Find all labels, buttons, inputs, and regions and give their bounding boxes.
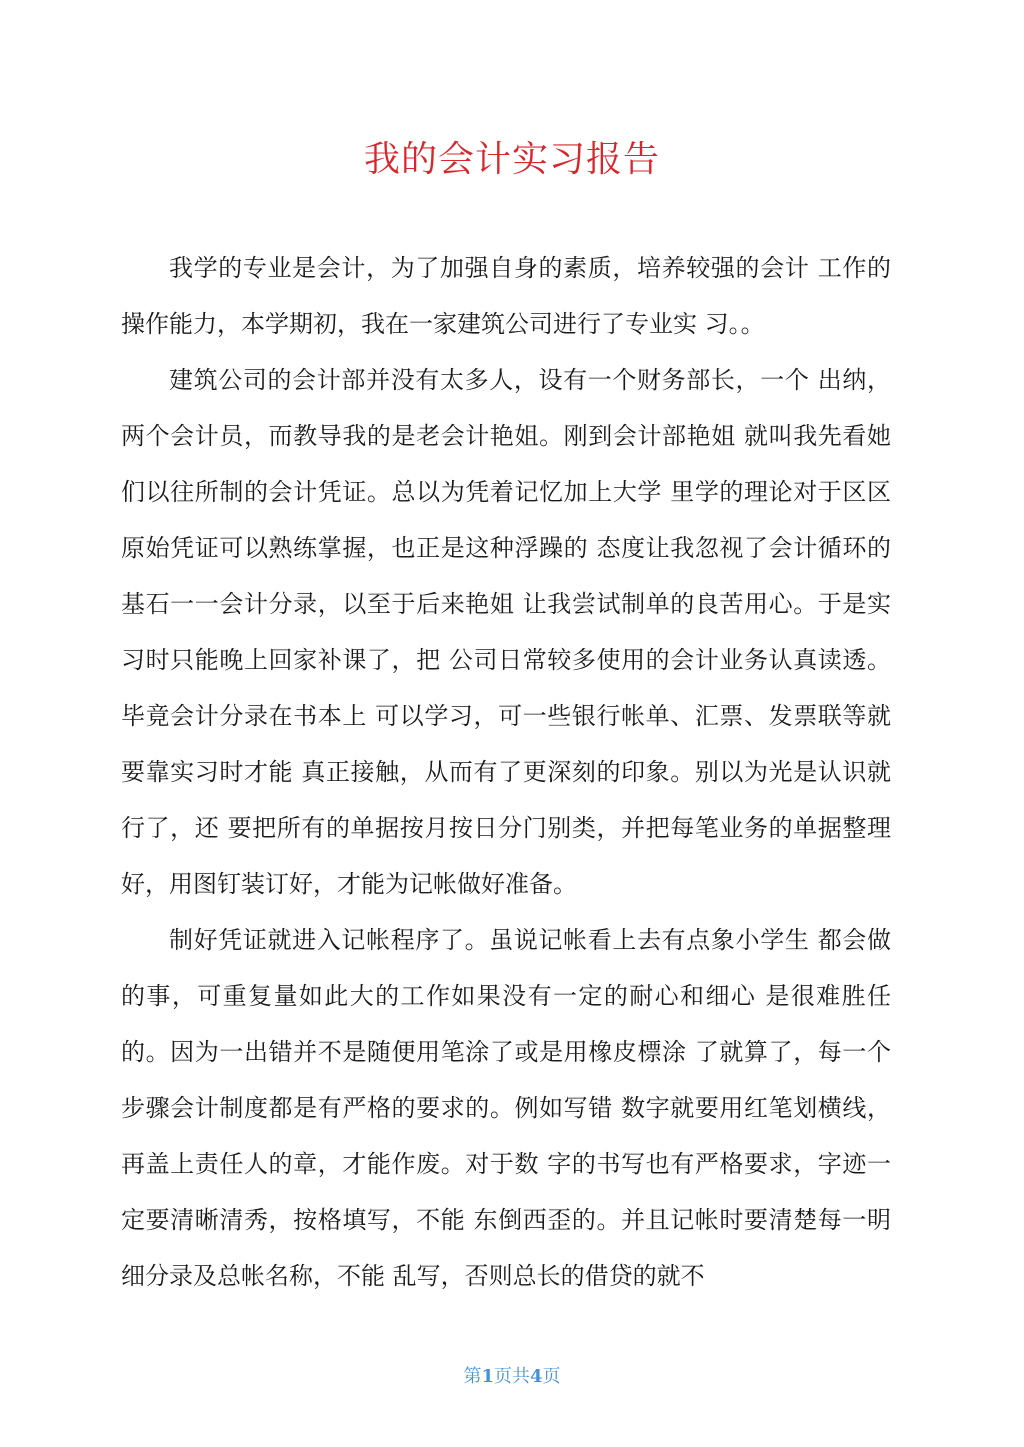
footer-suffix: 页 (542, 1366, 561, 1387)
footer-middle: 页共 (494, 1366, 530, 1387)
paragraph-intro: 我学的专业是会计，为了加强自身的素质，培养较强的会计 工作的操作能力，本学期初，我在一家建筑公司进行了专业实 习。。 (121, 254, 891, 338)
page-footer (0, 1362, 1024, 1388)
footer-prefix: 第 (463, 1366, 482, 1387)
footer-total-pages: 4 (530, 1366, 543, 1387)
document-body (121, 240, 891, 1304)
paragraph-bookkeeping: 制好凭证就进入记帐程序了。虽说记帐看上去有点象小学生 都会做的事，可重复量如此大的工作如果没有一定的耐心和细心 是很难胜任的。因为一出错并不是随便用笔涂了或是用橡皮標涂 了就算了，每一个步骤会计制度都是有严格的要求的。例如写错 数字就要用红笔划横线，再盖上责任人的章，才能作废。对于数 字的书写也有严格要求，字迹一定要清晰清秀，按格填写，不能 东倒西歪的。并且记帐时要清楚每一明细分录及总帐名称，不能 乱写，否则总长的借贷的就不 (121, 926, 891, 1290)
paragraph-accounting-department: 建筑公司的会计部并没有太多人，设有一个财务部长，一个 出纳，两个会计员，而教导我的是老会计艳姐。刚到会计部艳姐 就叫我先看她们以往所制的会计凭证。总以为凭着记忆加上大学 里学的理论对于区区原始凭证可以熟练掌握，也正是这种浮躁的 态度让我忽视了会计循环的基石一一会计分录，以至于后来艳姐 让我尝试制单的良苦用心。于是实习时只能晚上回家补课了，把 公司日常较多使用的会计业务认真读透。毕竟会计分录在书本上 可以学习，可一些银行帐单、汇票、发票联等就要靠实习时才能 真正接触，从而有了更深刻的印象。别以为光是认识就行了，还 要把所有的单据按月按日分门别类，并把每笔业务的单据整理 好，用图钉装订好，才能为记帐做好准备。 (121, 366, 891, 898)
document-title: 我的会计实习报告 (363, 139, 660, 180)
footer-current-page: 1 (481, 1366, 494, 1387)
